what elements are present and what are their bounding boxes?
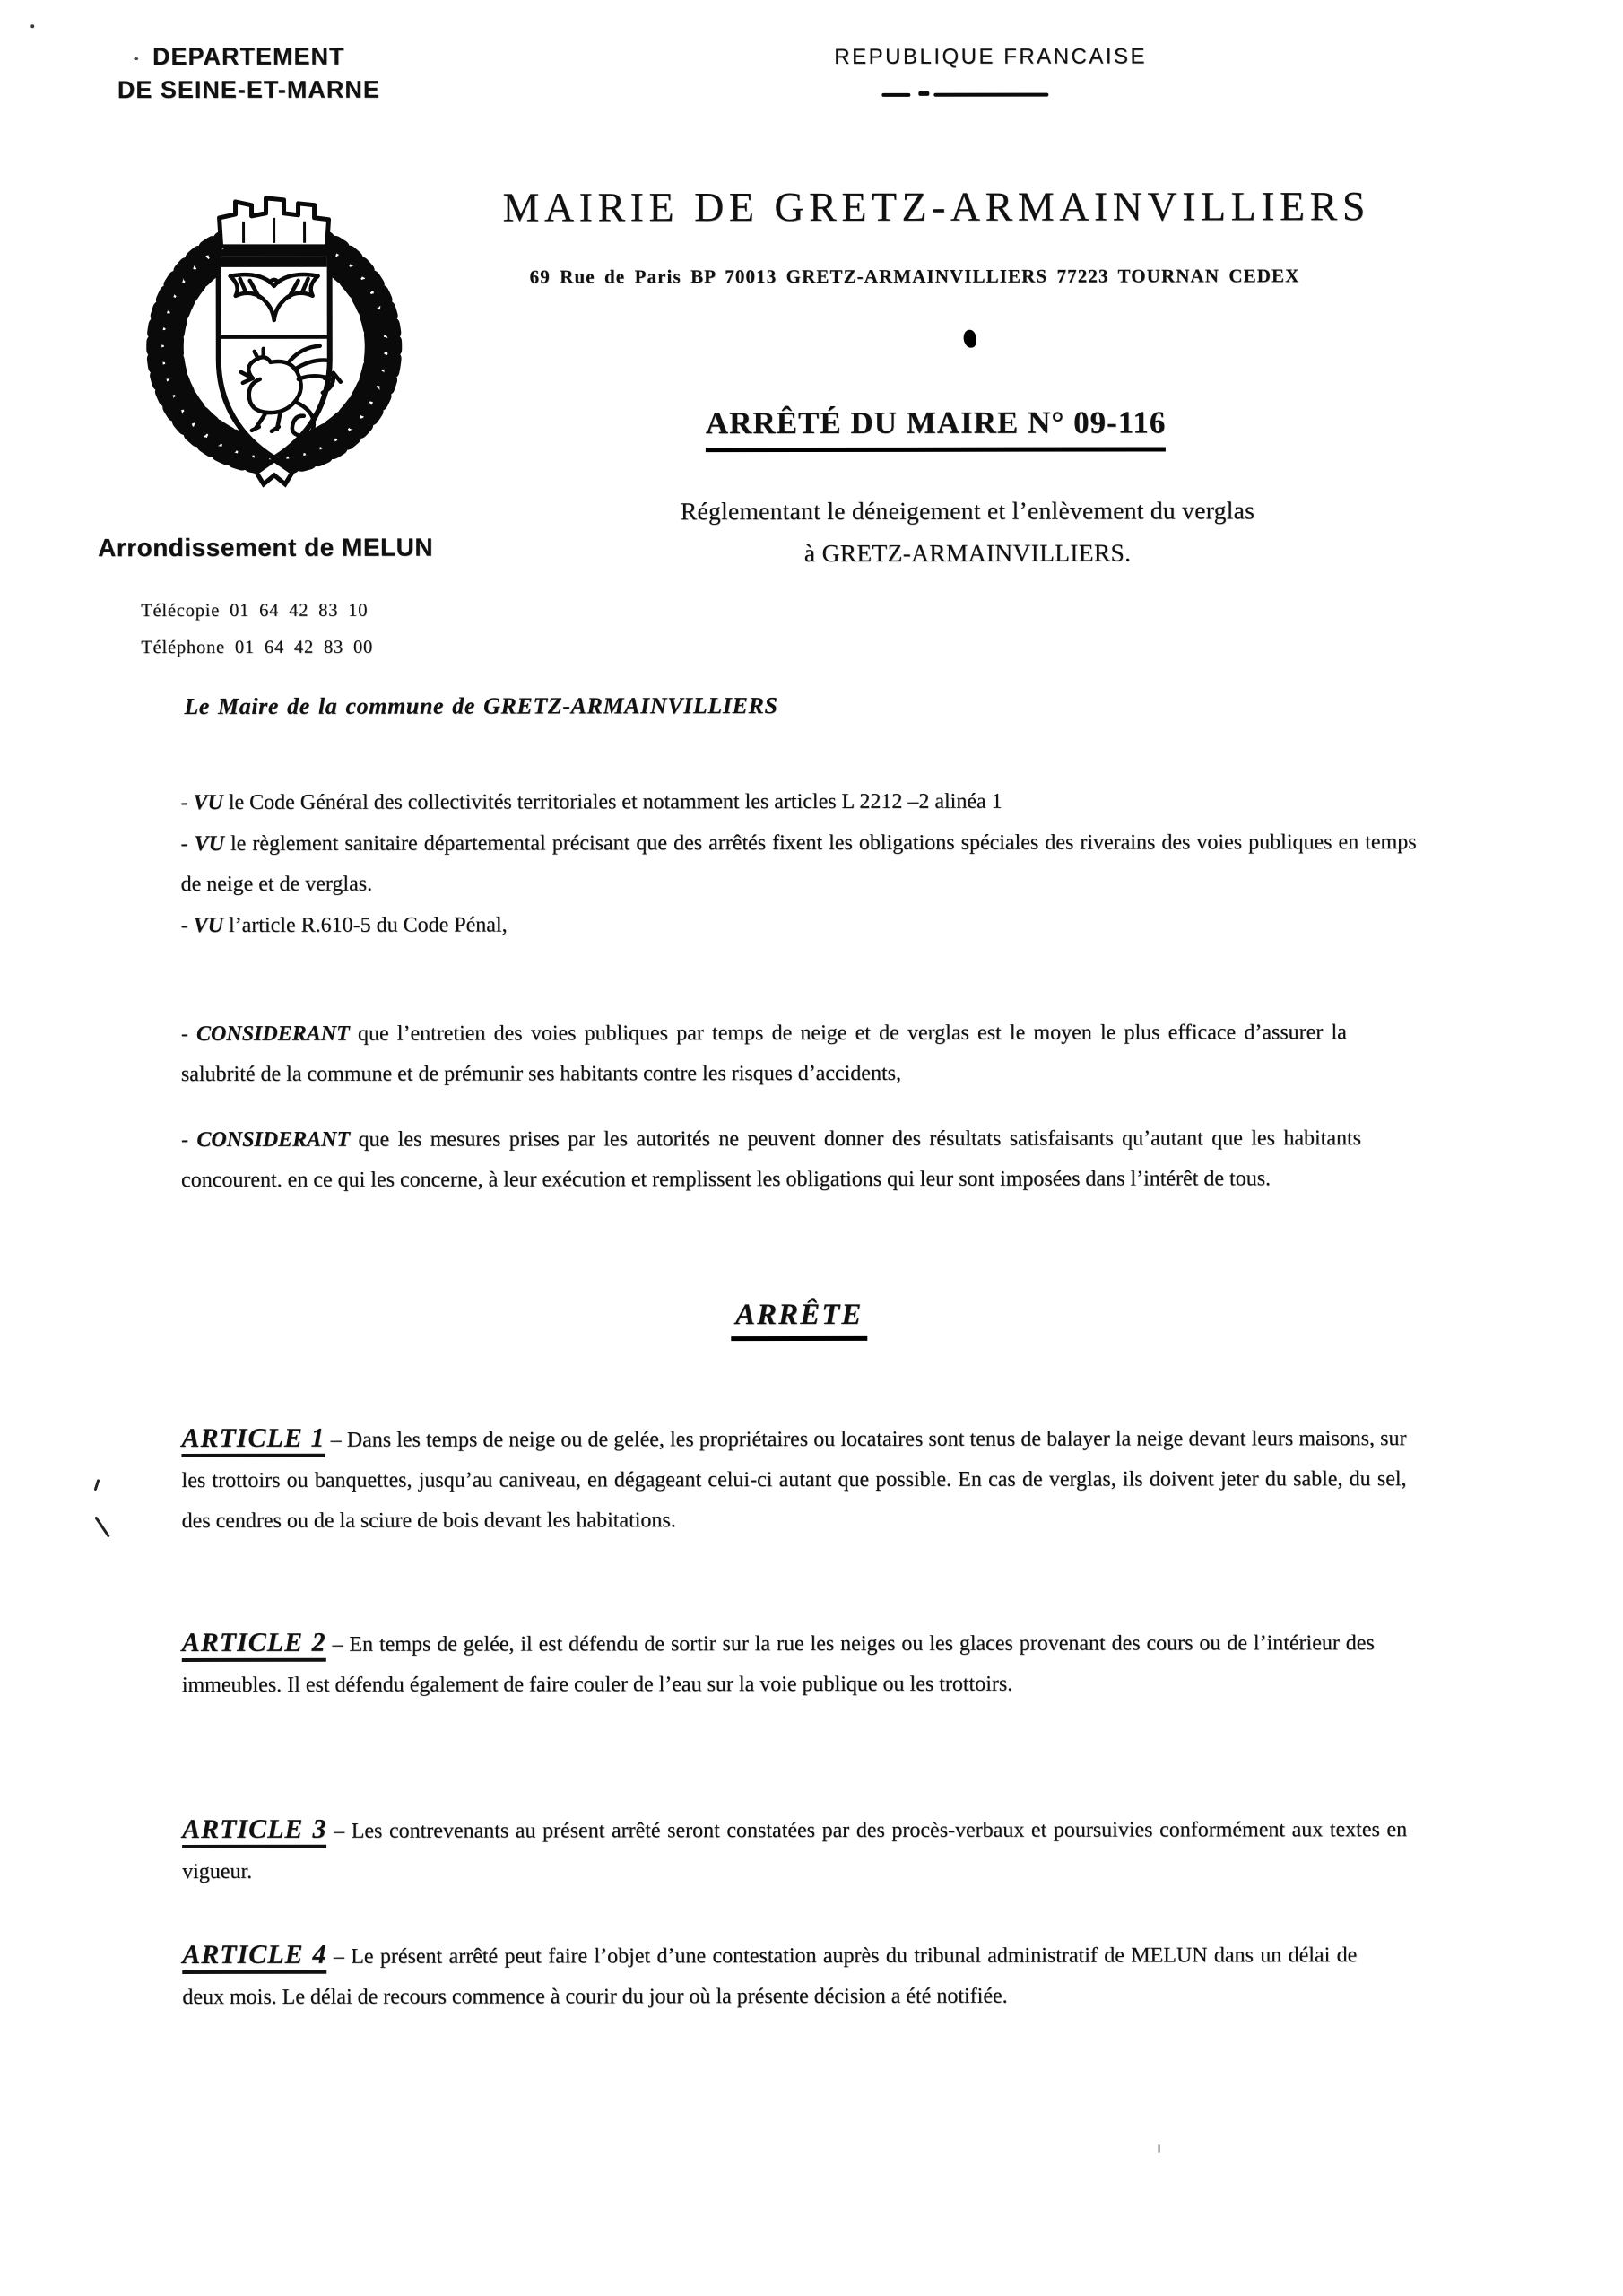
department-line2: DE SEINE-ET-MARNE xyxy=(117,75,380,104)
bullet-mark xyxy=(962,329,977,349)
considerant-text: que l’entretien des voies publiques par temps de neige et de verglas est le moyen le plus efficace d’assurer la salubrité de la commune et de prémunir ses habitants contre les risques d’accidents, xyxy=(180,1021,1347,1086)
considerant-text: que les mesures prises par les autorités ne peuvent donner des résultats satisfaisants qu’autant que les habitants concourent. en ce qui les concerne, à leur exécution et remplissent les obligations qui leur sont imposées dans l’intérêt de tous. xyxy=(181,1126,1362,1192)
article-1 xyxy=(181,1416,1406,1542)
considerant-2 xyxy=(181,1118,1361,1201)
article-4-label: ARTICLE 4 xyxy=(182,1940,326,1974)
considerant-1 xyxy=(181,1013,1347,1095)
article-2 xyxy=(182,1621,1375,1706)
decree-title-wrap xyxy=(706,404,1167,452)
recital-keyword: VU xyxy=(193,913,224,937)
decree-subtitle xyxy=(501,489,1434,574)
opening-line: Le Maire de la commune de GRETZ-ARMAINVILLIERS xyxy=(184,692,778,719)
recital-keyword: VU xyxy=(193,790,223,814)
decree-title: ARRÊTÉ DU MAIRE N° 09-116 xyxy=(706,404,1167,452)
underline-segment xyxy=(881,93,910,97)
recital-vu-1 xyxy=(180,781,1416,823)
arrondissement-label: Arrondissement de MELUN xyxy=(98,533,434,562)
underline-segment xyxy=(918,91,929,96)
decision-heading: ARRÊTE xyxy=(731,1299,867,1341)
republic-label: REPUBLIQUE FRANCAISE xyxy=(834,44,1148,69)
article-3 xyxy=(182,1807,1407,1892)
considerant-marker: - xyxy=(180,1022,188,1046)
article-4-text: – Le présent arrêté peut faire l’objet d’une contestation auprès du tribunal administratif de MELUN dans un délai de deux mois. Le délai de recours commence à courir du jour où la présente décision a été notifiée. xyxy=(182,1944,1358,2009)
scan-mark xyxy=(94,1517,109,1538)
recitals xyxy=(180,781,1416,946)
article-3-label: ARTICLE 3 xyxy=(182,1814,327,1848)
republic-underline xyxy=(881,91,1079,100)
recital-vu-3 xyxy=(181,904,1417,946)
recital-text: l’article R.610-5 du Code Pénal, xyxy=(228,912,508,937)
article-2-label: ARTICLE 2 xyxy=(182,1628,326,1662)
recital-text: le règlement sanitaire départemental précisant que des arrêtés fixent les obligations spéciales des riverains des voies publiques en temps de neige et de verglas. xyxy=(180,830,1417,896)
considerant-marker: - xyxy=(180,1127,189,1152)
considerant-keyword: CONSIDERANT xyxy=(196,1022,350,1046)
article-2-text: – En temps de gelée, il est défendu de sortir sur la rue les neiges ou les glaces provenant des cours ou de l’intérieur des immeubles. Il est défendu également de faire couler de l’eau sur la voie publique ou les trottoirs. xyxy=(181,1631,1375,1697)
phone-line: Téléphone 01 64 42 83 00 xyxy=(141,637,374,658)
mairie-title: MAIRIE DE GRETZ-ARMAINVILLIERS xyxy=(502,183,1370,230)
department-line1: DEPARTEMENT xyxy=(152,42,345,71)
mairie-address: 69 Rue de Paris BP 70013 GRETZ-ARMAINVILLIERS 77223 TOURNAN CEDEX xyxy=(529,265,1300,288)
coat-of-arms-icon xyxy=(138,171,409,492)
scan-speck xyxy=(30,24,34,28)
department-block xyxy=(75,40,421,108)
underline-segment xyxy=(933,93,1048,97)
decree-subtitle-line2: à GRETZ-ARMAINVILLIERS. xyxy=(803,538,1132,568)
scan-speck xyxy=(1159,2144,1160,2152)
article-4 xyxy=(182,1933,1357,2018)
recital-marker: - xyxy=(180,831,188,856)
recital-keyword: VU xyxy=(194,831,224,856)
decree-subtitle-line1: Réglementant le déneigement et l’enlèvement du verglas xyxy=(680,496,1255,526)
recital-vu-2 xyxy=(180,822,1416,906)
fax-line: Télécopie 01 64 42 83 10 xyxy=(141,600,369,622)
considerant-keyword: CONSIDERANT xyxy=(196,1127,351,1152)
recital-marker: - xyxy=(180,913,188,937)
recital-text: le Code Général des collectivités territoriales et notamment les articles L 2212 –2 alinéa 1 xyxy=(228,789,1002,814)
scan-mark xyxy=(94,1479,100,1491)
contact-block xyxy=(141,593,373,666)
recital-marker: - xyxy=(180,790,188,814)
article-1-text: – Dans les temps de neige ou de gelée, les propriétaires ou locataires sont tenus de balayer la neige devant leurs maisons, sur les trottoirs ou banquettes, jusqu’au caniveau, en dégageant celui-ci autant que possible. En cas de verglas, ils doivent jeter du sable, du sel, des cendres ou de la sciure de bois devant les habitations. xyxy=(181,1427,1407,1533)
article-1-label: ARTICLE 1 xyxy=(181,1423,325,1457)
article-3-text: – Les contrevenants au présent arrêté seront constatées par des procès-verbaux et poursuivies conformément aux textes en vigueur. xyxy=(182,1818,1408,1883)
decision-heading-wrap xyxy=(181,1298,1417,1342)
